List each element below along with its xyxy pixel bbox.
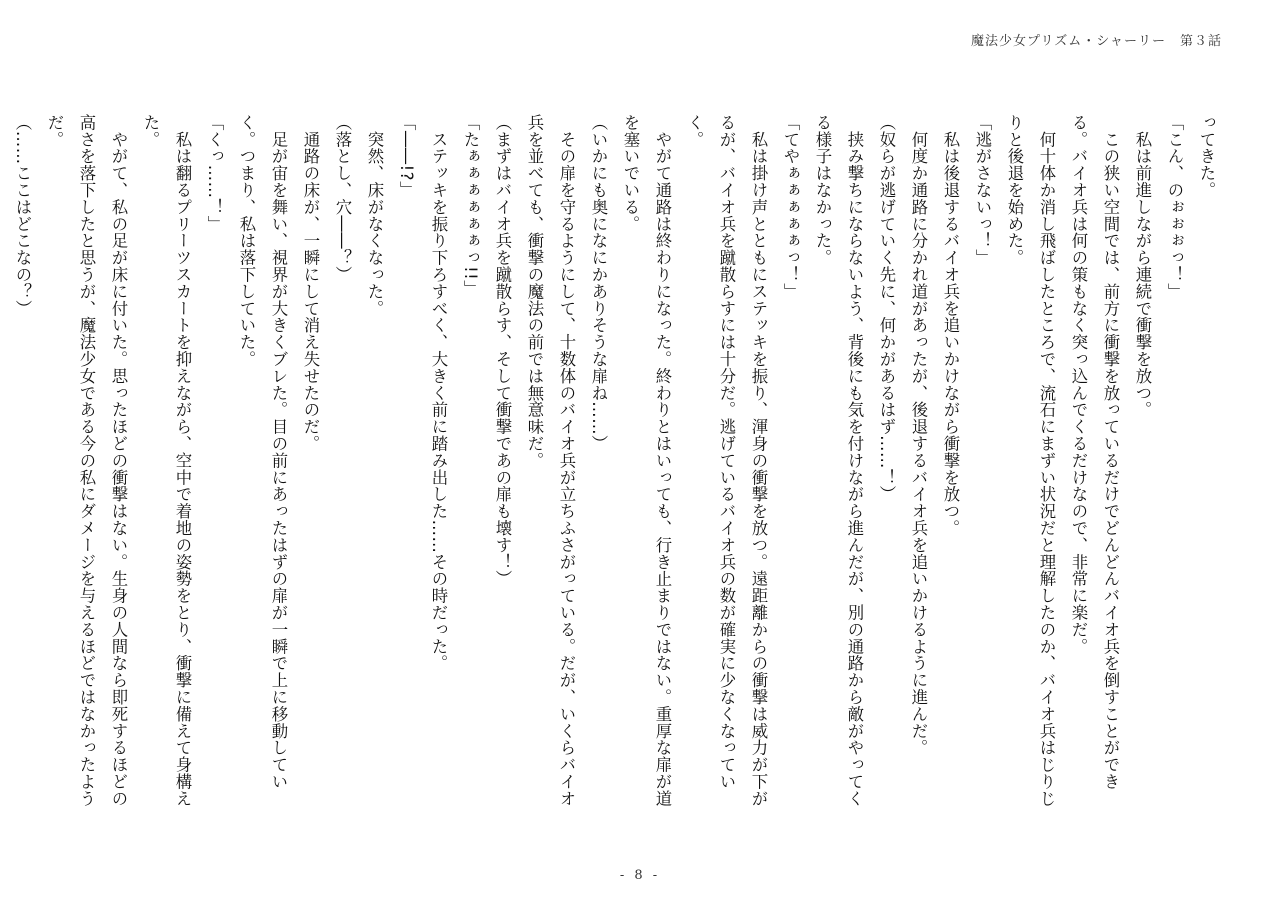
text-line: 何度か通路に分かれ道があったが、後退するバイオ兵を追いかけるように進んだ。 [909,114,928,757]
text-line: 私は掛け声とともにステッキを振り、渾身の衝撃を放つ。遠距離からの衝撃は威力が下がるが、バイオ兵を蹴散らすには十分だ。逃げているバイオ兵の数が確実に少なくなっていく。 [685,114,768,807]
text-line: 「――!?」 [397,114,416,198]
chapter-header: 魔法少女プリズム・シャーリー 第３話 [971,34,1222,49]
page-number: - 8 - [619,868,661,883]
text-line: 私は前進しながら連続で衝撃を放つ。 [1133,114,1152,419]
text-line: （いかにも奥になにかありそうな扉ね……） [589,114,608,452]
text-line: 私は後退するバイオ兵を追いかけながら衝撃を放つ。 [941,114,960,537]
novel-body-text [13,114,1222,814]
text-line: （……ここはどこなの？） [13,114,32,317]
text-line: この狭い空間では、前方に衝撃を放っているだけでどんどんバイオ兵を倒すことができる。バイオ兵は何の策もなく突っ込んでくるだけなので、非常に楽だ。 [1069,114,1120,790]
text-line: 足が宙を舞い、視界が大きくブレた。目の前にあったはずの扉が一瞬で上に移動していく。つまり、私は落下していた。 [237,114,288,790]
text-line: ステッキを振り下ろすべく、大きく前に踏み出した……その時だった。 [429,114,448,672]
text-line: 何十体か消し飛ばしたところで、流石にまずい状況だと理解したのか、バイオ兵はじりじりと後退を始めた。 [1005,114,1056,807]
text-line: ってきた。 [1197,114,1216,199]
text-line: （奴らが逃げていく先に、何かがあるはず……！） [877,114,896,503]
text-line: その扉を守るようにして、十数体のバイオ兵が立ちふさがっている。だが、いくらバイオ兵を並べても、衝撃の魔法の前では無意味だ。 [525,114,576,807]
text-line: 「こん、のぉぉぉっ！」 [1165,114,1184,300]
text-line: （まずはバイオ兵を蹴散らす、そして衝撃であの扉も壊す！） [493,114,512,588]
text-line: 通路の床が、一瞬にして消え失せたのだ。 [301,114,320,452]
text-line: 挟み撃ちにならないよう、背後にも気を付けながら進んだが、別の通路から敵がやってくる様子はなかった。 [813,114,864,807]
text-line: 私は翻るプリーツスカートを抑えながら、空中で着地の姿勢をとり、衝撃に備えて身構えた。 [141,114,192,807]
text-line: 「逃がさないっ！」 [973,114,992,267]
text-line: （落とし、穴――？） [333,114,352,283]
text-line: 「てやぁぁぁぁぁっ！」 [781,114,800,300]
text-line: 突然、床がなくなった。 [365,114,384,317]
text-line: 「たぁぁぁぁぁぁっ!!」 [461,114,480,298]
text-line: やがて、私の足が床に付いた。思ったほどの衝撃はない。生身の人間なら即死するほどの高さを落下したと思うが、魔法少女である今の私にダメージを与えるほどではなかったようだ。 [45,114,128,807]
text-line: やがて通路は終わりになった。終わりとはいっても、行き止まりではない。重厚な扉が道を塞いでいる。 [621,114,672,807]
text-line: 「くっ……！」 [205,114,224,233]
text-line [0,114,6,814]
